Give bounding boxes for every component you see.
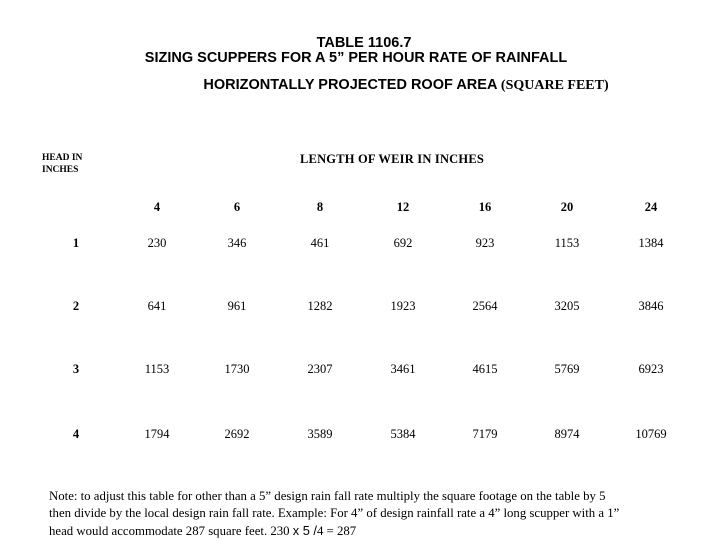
table-cell: 1153 (554, 236, 580, 250)
table-cell: 4615 (472, 362, 498, 376)
table-cell: 2564 (472, 299, 498, 313)
table-cell: 1282 (307, 299, 333, 313)
head-in-inches-label (42, 152, 82, 176)
table-cell: 5384 (390, 427, 416, 441)
table-cell: 961 (227, 299, 247, 313)
row-head: 4 (72, 427, 80, 441)
table-cell: 8974 (554, 427, 580, 441)
row-head: 3 (72, 362, 80, 376)
column-header: 16 (478, 200, 492, 214)
note-line-3-formula: x 5 / (292, 523, 317, 538)
length-of-weir-label: LENGTH OF WEIR IN INCHES (300, 152, 485, 166)
column-header: 24 (644, 200, 658, 214)
note-line-1: Note: to adjust this table for other than a 5” design rain fall rate multiply the square footage on the table by 5 (49, 489, 606, 503)
table-cell: 1384 (638, 236, 664, 250)
table-cell: 641 (147, 299, 167, 313)
column-header: 12 (396, 200, 410, 214)
column-header: 8 (316, 200, 324, 214)
row-head: 2 (72, 299, 80, 313)
table-cell: 692 (393, 236, 413, 250)
table-cell: 7179 (472, 427, 498, 441)
table-cell: 1153 (144, 362, 170, 376)
table-cell: 10769 (635, 427, 667, 441)
table-cell: 3205 (554, 299, 580, 313)
table-cell: 3589 (307, 427, 333, 441)
table-cell: 5769 (554, 362, 580, 376)
table-cell: 346 (227, 236, 247, 250)
table-cell: 2692 (224, 427, 250, 441)
table-cell: 461 (310, 236, 330, 250)
note-line-2: then divide by the local design rain fall rate. Example: For 4” of design rainfall rate a 4” long scupper with a 1” (49, 506, 620, 520)
table-cell: 230 (147, 236, 167, 250)
table-cell: 1730 (224, 362, 250, 376)
column-header: 4 (153, 200, 161, 214)
table-cell: 6923 (638, 362, 664, 376)
table-subtitle-roof-area (42, 77, 728, 94)
head-label-line-2: INCHES (42, 165, 79, 175)
table-cell: 3461 (390, 362, 416, 376)
table-cell: 2307 (307, 362, 333, 376)
note-line-3-start: head would accommodate 287 square feet. 230 (49, 524, 293, 538)
head-label-line-1: HEAD IN (42, 153, 83, 163)
table-subtitle: SIZING SCUPPERS FOR A 5” PER HOUR RATE OF RAINFALL (144, 50, 568, 66)
table-note (49, 488, 709, 540)
table-title: TABLE 1106.7 (316, 35, 412, 51)
roof-area-unit: (SQUARE FEET) (500, 78, 609, 93)
note-line-3-end: 4 = 287 (316, 524, 357, 538)
table-cell: 1794 (144, 427, 170, 441)
table-cell: 3846 (638, 299, 664, 313)
table-cell: 923 (475, 236, 495, 250)
table-cell: 1923 (390, 299, 416, 313)
roof-area-label: HORIZONTALLY PROJECTED ROOF AREA (203, 77, 497, 93)
note-line-3 (49, 522, 709, 540)
column-header: 20 (560, 200, 574, 214)
column-header: 6 (233, 200, 241, 214)
row-head: 1 (72, 236, 80, 250)
